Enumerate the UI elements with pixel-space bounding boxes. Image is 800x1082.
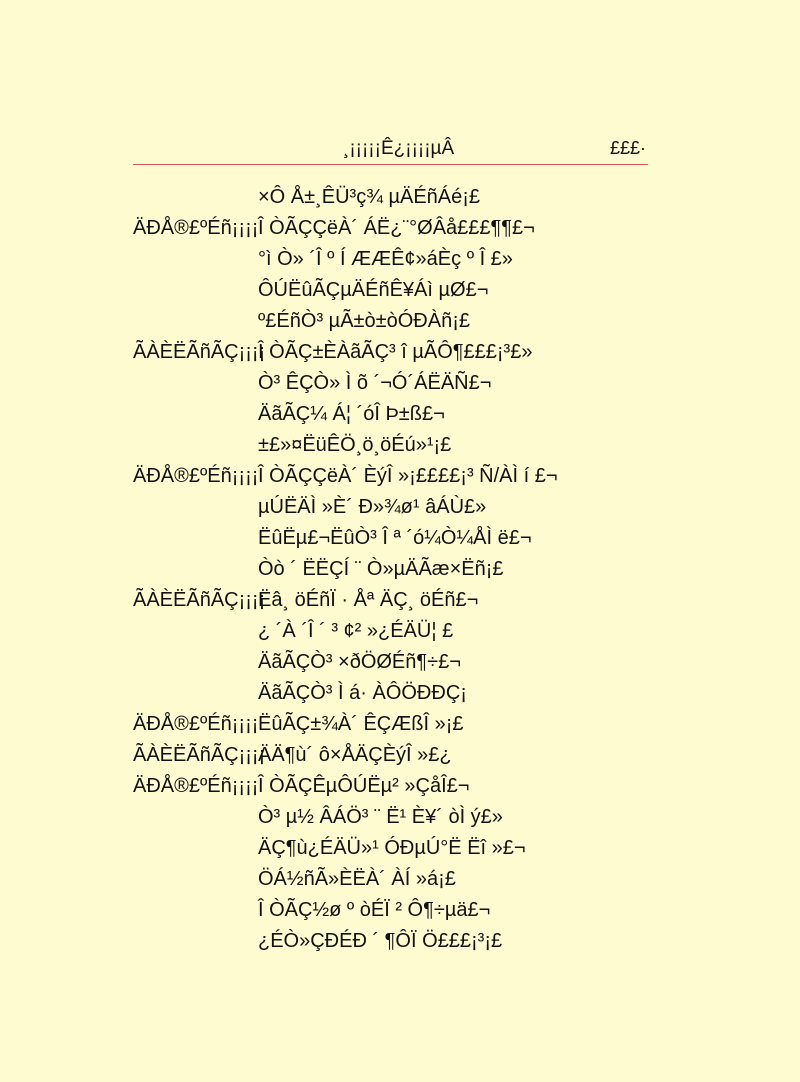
verse-text: Ò³ ÊÇÒ» Ì õ ´¬Ó´ÁËÄÑ£¬ bbox=[258, 372, 492, 394]
running-title: ¸¡¡¡¡¡Ê¿¡¡¡¡µÂ bbox=[343, 138, 455, 159]
verse-text: ×Ô Å±¸ÊÜ³ç¾ µÄÉñÁé¡£ bbox=[258, 186, 481, 208]
page-number: £££· bbox=[609, 138, 646, 158]
verse-text: Î ÒÃÇÊµÔÚËµ² »ÇåÎ£¬ bbox=[258, 775, 470, 797]
verse-text: ÄÄ¶ù´ ô×ÅÄÇÈýÎ »£¿ bbox=[258, 744, 452, 766]
verse-text: µÚËÄÌ »È´ Ð»¾ø¹ âÁÙ£» bbox=[258, 496, 487, 518]
verse-text: ÄãÃÇ¼ Á¦ ´óÎ Þ±ß£¬ bbox=[258, 403, 445, 425]
verse-text: ÄãÃÇÒ³ ×ðÖØÉñ¶÷£¬ bbox=[258, 651, 461, 673]
speaker-label: ÄÐÅ®£ºÉñ¡¡¡¡ bbox=[133, 465, 259, 487]
page-header bbox=[133, 132, 648, 165]
verse-text: Òò ´ ËËÇÍ ¨ Ò»µÄÃæ×Ëñ¡£ bbox=[258, 558, 504, 580]
verse-text: Î ÒÃÇÇëÀ´ ÈýÎ »¡££££¡³ Ñ/ÀÌ í £¬ bbox=[258, 465, 558, 487]
speaker-label: ÃÀÈËÃñÃÇ¡¡¡¡ bbox=[133, 744, 266, 766]
verse-line bbox=[133, 647, 663, 678]
speaker-label: ÃÀÈËÃñÃÇ¡¡¡¡ bbox=[133, 589, 266, 611]
verse-text: ÖÁ½ñÃ»ÈËÀ´ ÀÍ »á¡£ bbox=[258, 868, 456, 890]
verse-text: ÔÚËûÃÇµÄÉñÊ¥Áì µØ£¬ bbox=[258, 279, 489, 301]
verse-line bbox=[133, 585, 663, 616]
verse-text: Î ÒÃÇ½ø º òÉÏ ² Ô¶÷µä£¬ bbox=[258, 899, 491, 921]
verse-line bbox=[133, 740, 663, 771]
verse-line bbox=[133, 926, 663, 957]
speaker-label: ÄÐÅ®£ºÉñ¡¡¡¡ bbox=[133, 775, 259, 797]
verse-text: ÄãÃÇÒ³ Ì á· ÀÔÖÐÐÇ¡ bbox=[258, 682, 467, 704]
verse-line bbox=[133, 182, 663, 213]
verse-line bbox=[133, 709, 663, 740]
verse-line bbox=[133, 275, 663, 306]
verse-line bbox=[133, 213, 663, 244]
speaker-label: ÃÀÈËÃñÃÇ¡¡¡¡ bbox=[133, 341, 266, 363]
verse-line bbox=[133, 554, 663, 585]
verse-line bbox=[133, 492, 663, 523]
verse-text: ¿ ´À ´Î ´ ³ ¢² »¿ÉÄÜ¦ £ bbox=[258, 620, 454, 642]
verse-text: ¿ÉÒ»ÇÐÉÐ ´ ¶ÔÏ Ö£££¡³¡£ bbox=[258, 930, 503, 952]
verse-text: °ì Ò» ´Î º Í ÆÆÊ¢»áÈç º Î £» bbox=[258, 248, 513, 270]
dialogue-body bbox=[133, 182, 663, 957]
verse-line bbox=[133, 461, 663, 492]
verse-line bbox=[133, 523, 663, 554]
verse-line bbox=[133, 678, 663, 709]
verse-text: ËûÃÇ±¾À´ ÊÇÆßÎ »¡£ bbox=[258, 713, 464, 735]
verse-line bbox=[133, 833, 663, 864]
verse-text: Ò³ µ½ ÂÁÖ³ ¨ Ë¹ È¥´ òÌ ý£» bbox=[258, 806, 503, 828]
verse-line bbox=[133, 864, 663, 895]
verse-line bbox=[133, 802, 663, 833]
verse-text: Ëâ¸ öÉñÏ · Åª ÄÇ¸ öÉñ£¬ bbox=[258, 589, 479, 611]
verse-line bbox=[133, 430, 663, 461]
verse-line bbox=[133, 399, 663, 430]
verse-text: Î ÒÃÇ±ÈÀãÃÇ³ î µÃÔ¶£££¡³£» bbox=[258, 341, 533, 363]
verse-line bbox=[133, 771, 663, 802]
verse-text: ±£»¤ËüÊÖ¸ö¸öÉú»¹¡£ bbox=[258, 434, 452, 456]
verse-text: ËûËµ£¬ËûÒ³ Î ª ´ó¼Ò¼ÅÌ ë£¬ bbox=[258, 527, 532, 549]
verse-text: º£ÉñÒ³ µÃ±ò±òÓÐÀñ¡£ bbox=[258, 310, 470, 332]
verse-text: ÄÇ¶ù¿ÉÄÜ»¹ ÓÐµÚ°Ë Ëî »£¬ bbox=[258, 837, 526, 859]
verse-line bbox=[133, 244, 663, 275]
verse-line bbox=[133, 895, 663, 926]
verse-line bbox=[133, 306, 663, 337]
verse-line bbox=[133, 616, 663, 647]
speaker-label: ÄÐÅ®£ºÉñ¡¡¡¡ bbox=[133, 713, 259, 735]
verse-line bbox=[133, 337, 663, 368]
verse-text: Î ÒÃÇÇëÀ´ ÁË¿¨°ØÂå£££¶¶£¬ bbox=[258, 217, 535, 239]
speaker-label: ÄÐÅ®£ºÉñ¡¡¡¡ bbox=[133, 217, 259, 239]
verse-line bbox=[133, 368, 663, 399]
